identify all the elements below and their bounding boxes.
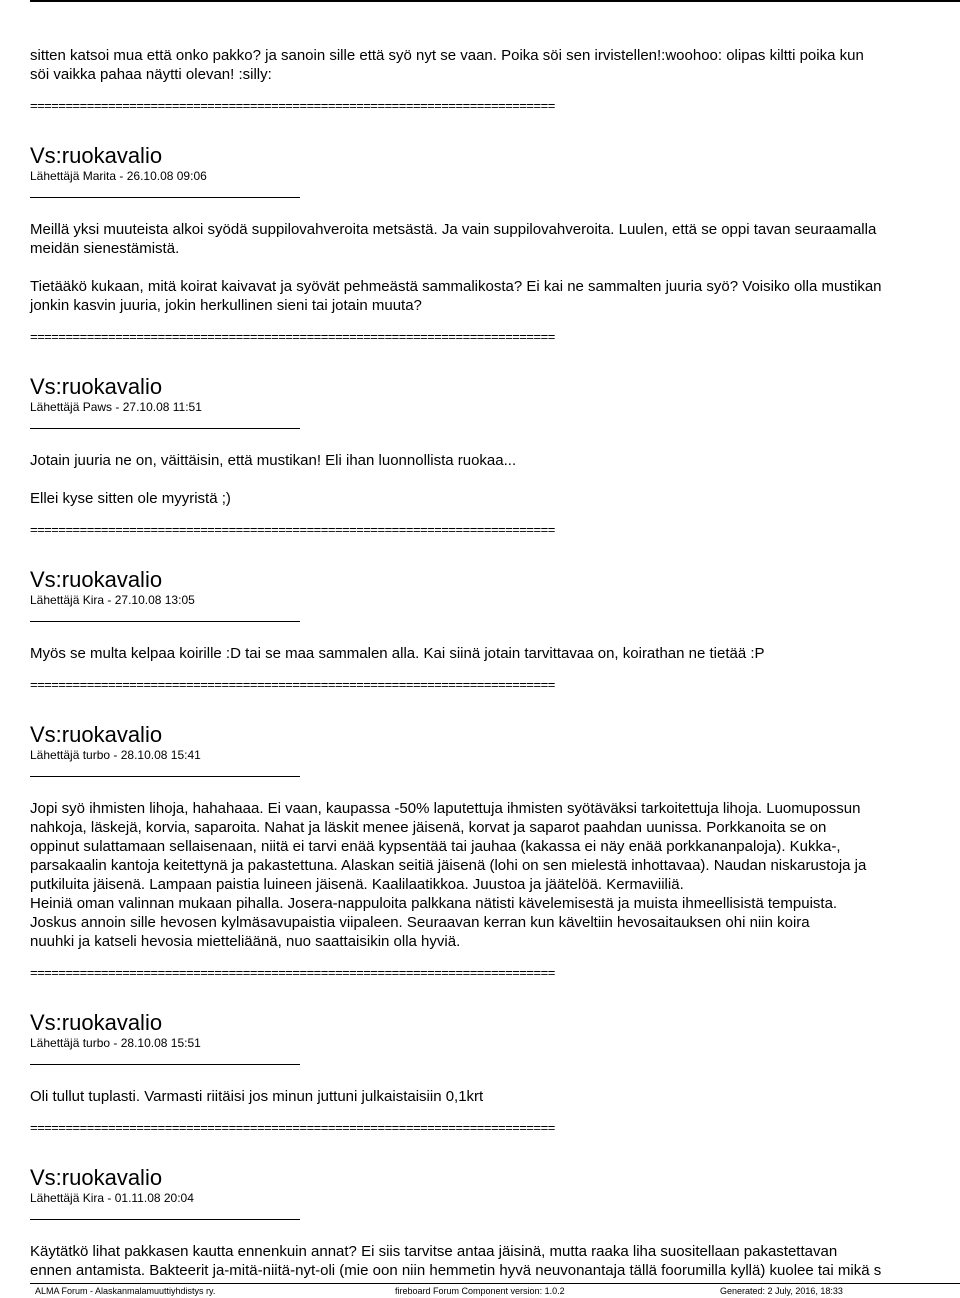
post-title: Vs:ruokavalio bbox=[30, 567, 163, 592]
post-title: Vs:ruokavalio bbox=[30, 143, 163, 168]
post-body-line: Käytätkö lihat pakkasen kautta ennenkuin annat? Ei siis tarvitse antaa jäisinä, mutta raaka liha suositellaan pakastettavan bbox=[30, 1243, 838, 1260]
post-meta: Lähettäjä turbo - 28.10.08 15:41 bbox=[30, 748, 201, 762]
post-meta: Lähettäjä turbo - 28.10.08 15:51 bbox=[30, 1036, 201, 1050]
post-body-line: Jotain juuria ne on, väittäisin, että mustikan! Eli ihan luonnollista ruokaa... bbox=[30, 452, 517, 469]
intro-line: sitten katsoi mua että onko pakko? ja sanoin sille että syö nyt se vaan. Poika söi sen irvistellen!:woohoo: olipas kiltti poika kun bbox=[30, 47, 864, 64]
post-separator: ========================================================================== bbox=[30, 966, 555, 980]
page-top-rule bbox=[30, 0, 960, 2]
forum-post bbox=[30, 1165, 960, 1280]
post-body-line: Jopi syö ihmisten lihoja, hahahaaa. Ei vaan, kaupassa -50% laputettuja ihmisten syötäväksi tarkoitettuja lihoja. Luomupossun bbox=[30, 800, 861, 817]
post-separator: ========================================================================== bbox=[30, 330, 555, 344]
post-body-line: nahkoja, läskejä, korvia, saparoita. Nahat ja läskit menee jäisenä, korvat ja saparot paahdan uunissa. Porkkanoita se on bbox=[30, 819, 827, 836]
post-body-line: Oli tullut tuplasti. Varmasti riitäisi jos minun juttuni julkaistaisiin 0,1krt bbox=[30, 1088, 484, 1105]
post-title: Vs:ruokavalio bbox=[30, 1165, 163, 1190]
forum-post bbox=[30, 1010, 960, 1106]
post-body-line: Ellei kyse sitten ole myyristä ;) bbox=[30, 490, 231, 507]
post-meta: Lähettäjä Kira - 01.11.08 20:04 bbox=[30, 1191, 194, 1205]
post-body-line: meidän sienestämistä. bbox=[30, 240, 180, 257]
post-meta: Lähettäjä Kira - 27.10.08 13:05 bbox=[30, 593, 195, 607]
post-body-line: putkiluita jäisenä. Lampaan paistia luineen jäisenä. Kaalilaatikkoa. Juustoa ja jäätelöä. Kermaviiliä. bbox=[30, 876, 684, 893]
post-separator: ========================================================================== bbox=[30, 99, 555, 113]
post-body-line: Heiniä oman valinnan mukaan pihalla. Josera-nappuloita palkkana nätisti kävelemisestä ja muista ihmeellisistä tempuista. bbox=[30, 895, 838, 912]
intro-text bbox=[30, 46, 960, 84]
post-body-line: oppinut sulattamaan sellaisenaan, niitä ei tarvi enää kypsentää tai jauhaa (kakassa ei näy enää porkkananpaloja). Kukka-, bbox=[30, 838, 841, 855]
post-body-line: Myös se multa kelpaa koirille :D tai se maa sammalen alla. Kai siinä jotain tarvittavaa on, koirathan ne tietää :P bbox=[30, 645, 765, 662]
post-separator: ========================================================================== bbox=[30, 523, 555, 537]
post-title: Vs:ruokavalio bbox=[30, 722, 163, 747]
post-body-line: ennen antamista. Bakteerit ja-mitä-niitä-nyt-oli (mie oon niin hemmetin hyvä neuvonantaja tällä foorumilla kyllä) kuolee tai mikä s bbox=[30, 1262, 882, 1279]
post-body-line: parsakaalin kantoja keitettynä ja pakastettuna. Alaskan seitiä jäisenä (lohi on sen mielestä inhottavaa). Naudan niskarustoja ja bbox=[30, 857, 867, 874]
forum-post bbox=[30, 722, 960, 951]
post-separator: ========================================================================== bbox=[30, 1121, 555, 1135]
post-separator: ========================================================================== bbox=[30, 678, 555, 692]
post-body-line: Joskus annoin sille hevosen kylmäsavupaistia viipaleen. Seuraavan kerran kun käveltiin hevosaitauksen ohi niin koira bbox=[30, 914, 810, 931]
post-body-line: Meillä yksi muuteista alkoi syödä suppilovahveroita metsästä. Ja vain suppilovahveroita. Luulen, että se oppi tavan seuraamalla bbox=[30, 221, 877, 238]
forum-post bbox=[30, 143, 960, 315]
forum-thread bbox=[30, 46, 960, 1280]
post-meta: Lähettäjä Paws - 27.10.08 11:51 bbox=[30, 400, 202, 414]
footer-generated-date: Generated: 2 July, 2016, 18:33 bbox=[720, 1286, 843, 1296]
forum-post bbox=[30, 374, 960, 508]
intro-line: söi vaikka pahaa näytti olevan! :silly: bbox=[30, 66, 272, 83]
post-title: Vs:ruokavalio bbox=[30, 1010, 163, 1035]
footer-site-name: ALMA Forum - Alaskanmalamuuttiyhdistys ry. bbox=[35, 1286, 216, 1296]
post-body-line: nuuhki ja katseli hevosia mietteliäänä, nuo saattaisikin olla hyviä. bbox=[30, 933, 461, 950]
page-footer bbox=[30, 1283, 960, 1298]
post-body-line: Tietääkö kukaan, mitä koirat kaivavat ja syövät pehmeästä sammalikosta? Ei kai ne sammalten juuria syö? Voisiko olla mustikan bbox=[30, 278, 882, 295]
forum-post bbox=[30, 567, 960, 663]
footer-component-version: fireboard Forum Component version: 1.0.2 bbox=[395, 1286, 565, 1296]
post-title: Vs:ruokavalio bbox=[30, 374, 163, 399]
post-body-line: jonkin kasvin juuria, jokin herkullinen sieni tai jotain muuta? bbox=[30, 297, 422, 314]
post-meta: Lähettäjä Marita - 26.10.08 09:06 bbox=[30, 169, 207, 183]
